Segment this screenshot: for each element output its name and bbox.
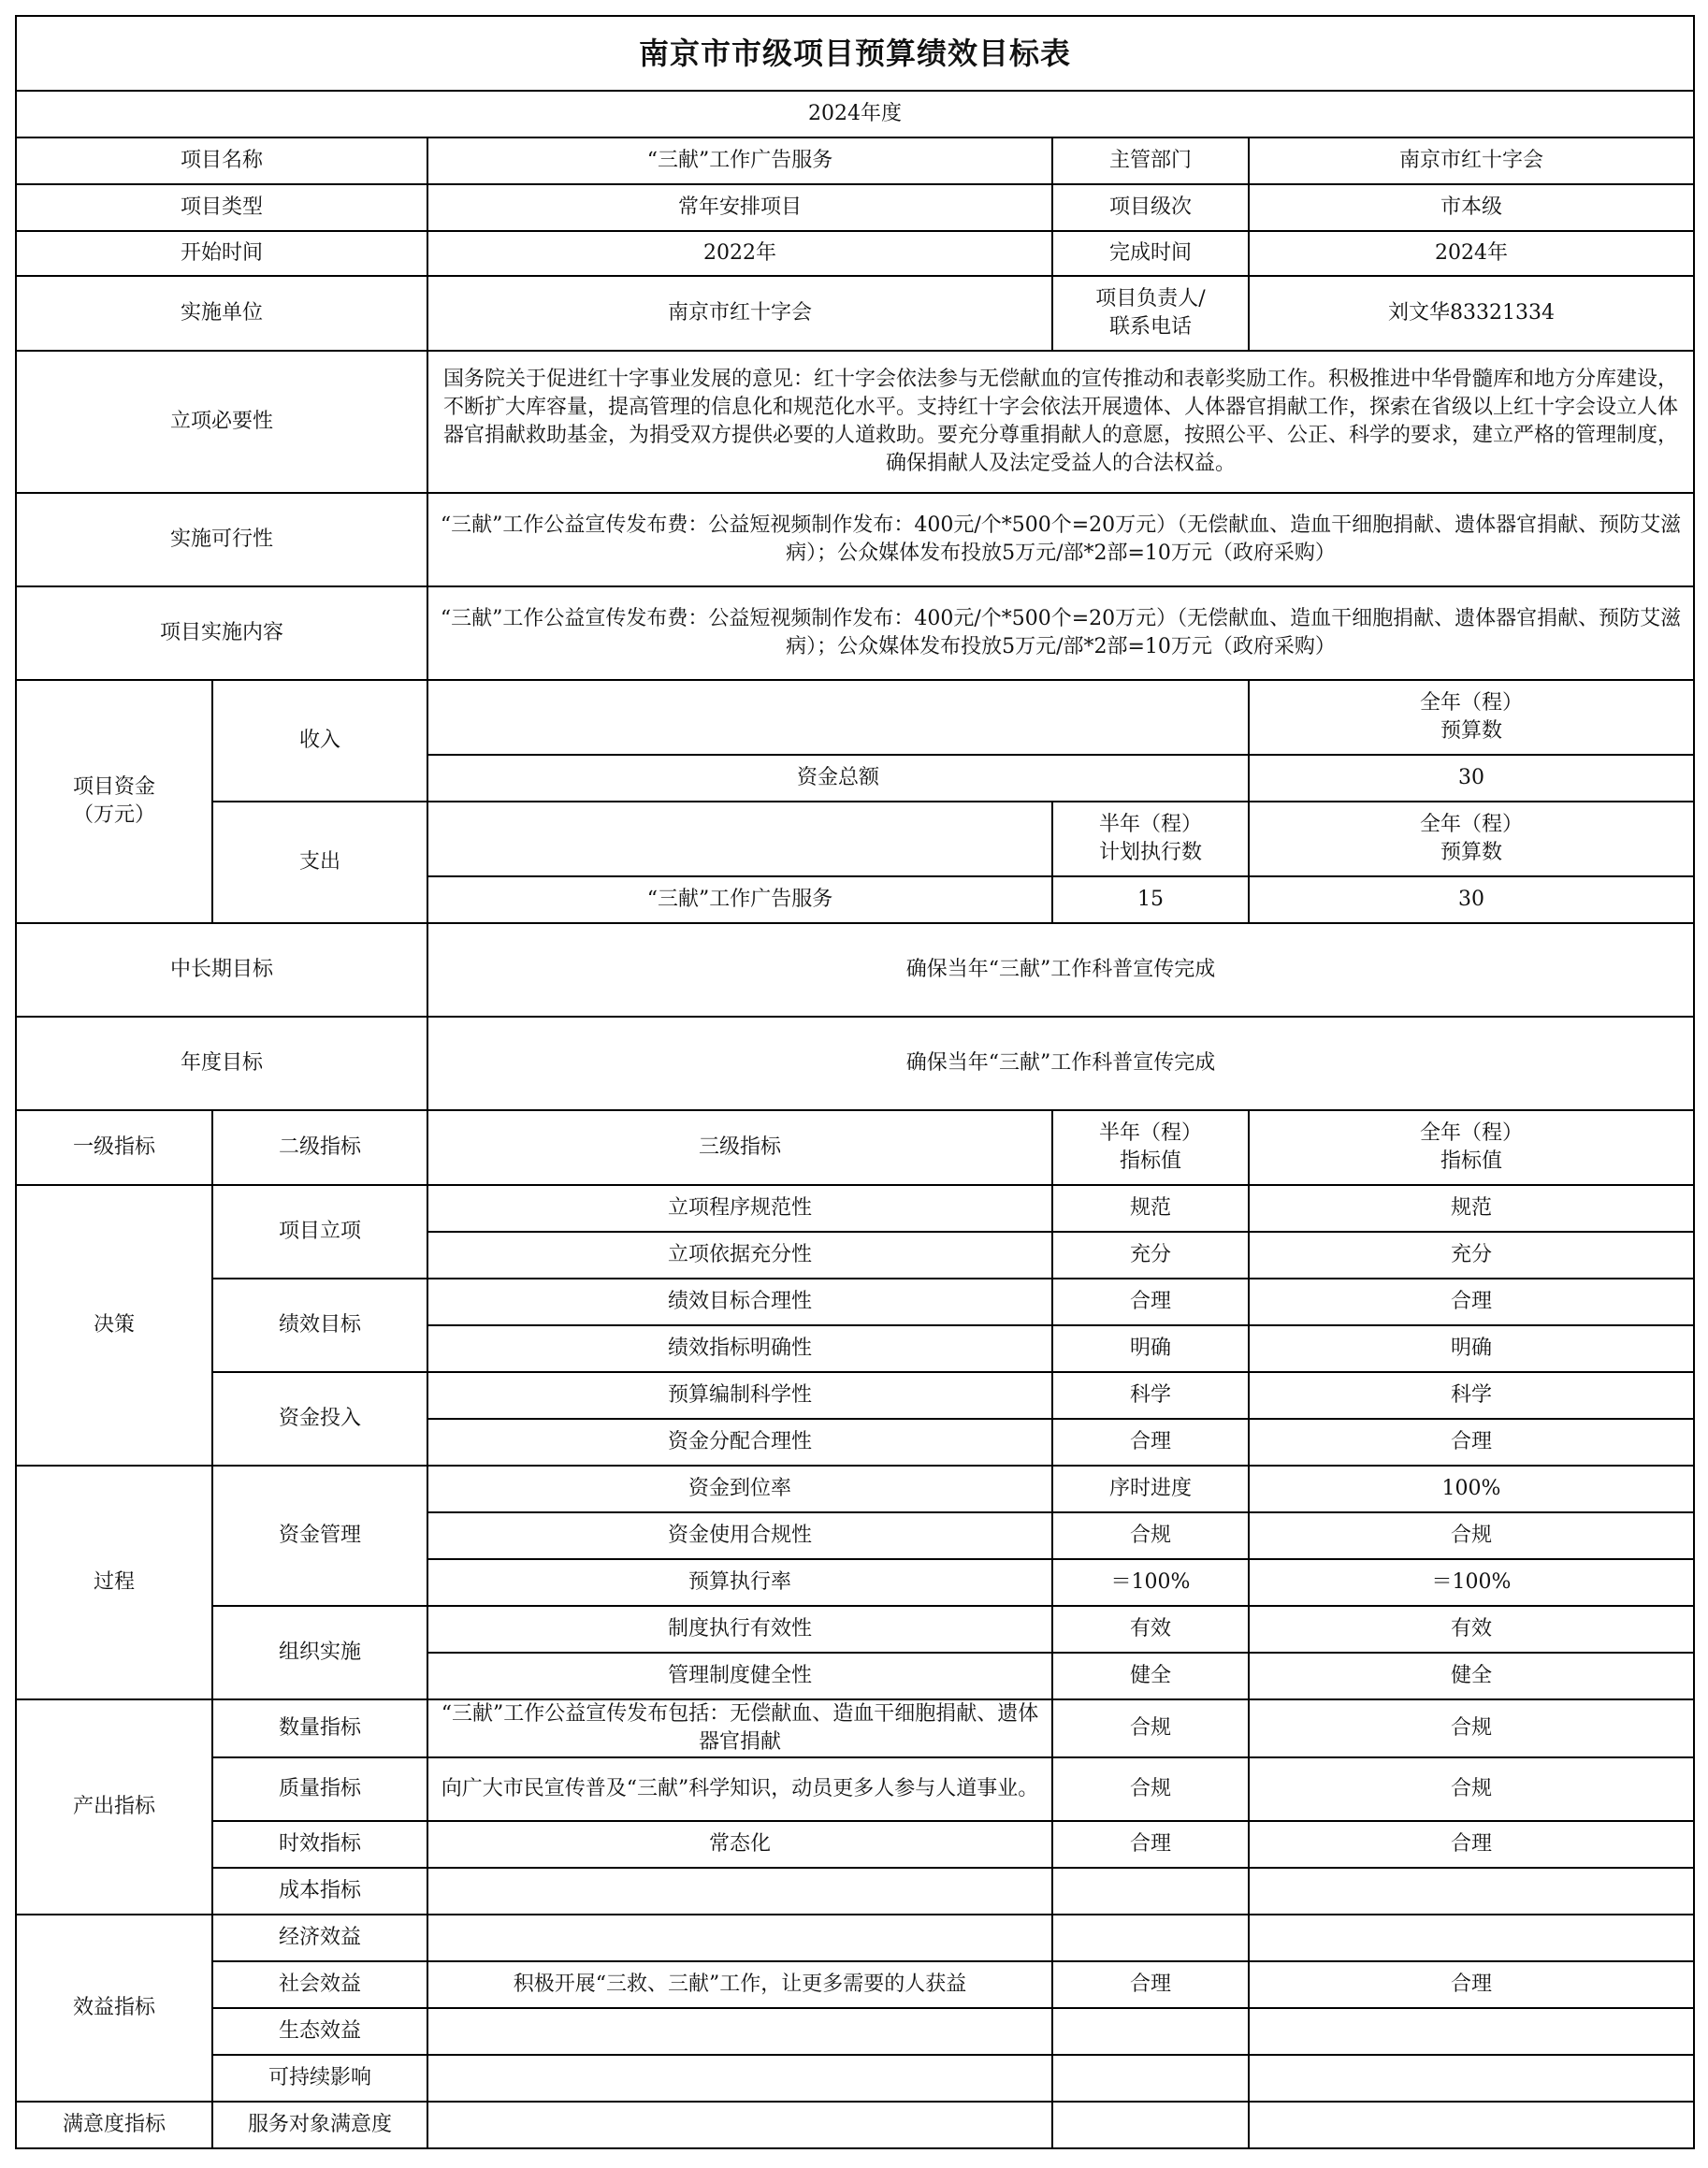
content-text: “三献”工作公益宣传发布费：公益短视频制作发布：400元/个*500个=20万元）（无偿献血、造血干细胞捐献、遗体器官捐献、预防艾滋病）；公众媒体发布投放5万元/部*2部=10万元（政府采购） (427, 586, 1694, 680)
table-row-l2: 成本指标 (212, 1868, 427, 1915)
income-full-year-line2: 预算数 (1440, 719, 1502, 743)
header-full-year-line1: 全年（程） (1419, 1121, 1523, 1145)
table-row-half (1052, 2055, 1249, 2102)
table-row-full: 100% (1249, 1466, 1694, 1512)
end-time-label: 完成时间 (1052, 231, 1249, 276)
table-row-l2: 社会效益 (212, 1961, 427, 2008)
table-row-half: 序时进度 (1052, 1466, 1249, 1512)
funds-label-line1: 项目资金 (72, 775, 155, 799)
table-row-half: 充分 (1052, 1232, 1249, 1279)
total-funds-label: 资金总额 (427, 755, 1249, 802)
process-group-funds: 资金管理 (212, 1466, 427, 1606)
income-blank (427, 680, 1249, 755)
year-label: 2024年度 (16, 91, 1694, 137)
table-row-half (1052, 2008, 1249, 2055)
project-name-value: “三献”工作广告服务 (427, 137, 1052, 184)
table-row-half (1052, 2102, 1249, 2148)
table-row-full (1249, 1868, 1694, 1915)
table-row-full: 合理 (1249, 1279, 1694, 1325)
start-time-value: 2022年 (427, 231, 1052, 276)
table-row-full: 合规 (1249, 1699, 1694, 1757)
leader-label (1052, 276, 1249, 351)
expense-full-year-line2: 预算数 (1440, 841, 1502, 864)
benefit-label: 效益指标 (16, 1915, 212, 2102)
expense-half-year-line2: 计划执行数 (1098, 841, 1202, 864)
long-term-goal-text: 确保当年“三献”工作科普宣传完成 (427, 923, 1694, 1017)
start-time-label: 开始时间 (16, 231, 427, 276)
expense-label: 支出 (212, 802, 427, 923)
expense-half-year-header (1052, 802, 1249, 876)
table-row-l3 (427, 2102, 1052, 2148)
table-row-half: 规范 (1052, 1185, 1249, 1232)
table-row-l3: 常态化 (427, 1821, 1052, 1868)
table-row-l3: 资金到位率 (427, 1466, 1052, 1512)
expense-item-half: 15 (1052, 876, 1249, 923)
table-row-l3: 向广大市民宣传普及“三献”科学知识，动员更多人参与人道事业。 (427, 1757, 1052, 1821)
table-row-l2: 生态效益 (212, 2008, 427, 2055)
header-full-year-line2: 指标值 (1440, 1149, 1502, 1173)
header-half-year (1052, 1110, 1249, 1185)
leader-value: 刘文华83321334 (1249, 276, 1694, 351)
table-row-half: 合理 (1052, 1821, 1249, 1868)
expense-full-year-header (1249, 802, 1694, 876)
header-level1: 一级指标 (16, 1110, 212, 1185)
table-row-half: 健全 (1052, 1653, 1249, 1699)
table-row-l3: 积极开展“三救、三献”工作，让更多需要的人获益 (427, 1961, 1052, 2008)
project-type-label: 项目类型 (16, 184, 427, 231)
table-row-l2: 服务对象满意度 (212, 2102, 427, 2148)
output-label: 产出指标 (16, 1699, 212, 1915)
table-row-l2: 可持续影响 (212, 2055, 427, 2102)
expense-full-year-line1: 全年（程） (1419, 813, 1523, 836)
header-half-year-line1: 半年（程） (1098, 1121, 1202, 1145)
leader-label-line2: 联系电话 (1108, 315, 1192, 339)
table-row-full: 有效 (1249, 1606, 1694, 1653)
page-title: 南京市市级项目预算绩效目标表 (16, 16, 1694, 91)
end-time-value: 2024年 (1249, 231, 1694, 276)
table-row-l3 (427, 2008, 1052, 2055)
table-row-half: ＝100% (1052, 1559, 1249, 1606)
table-row-full: ＝100% (1249, 1559, 1694, 1606)
dept-value: 南京市红十字会 (1249, 137, 1694, 184)
expense-item-name: “三献”工作广告服务 (427, 876, 1052, 923)
table-row-half: 合规 (1052, 1757, 1249, 1821)
table-row-full (1249, 2055, 1694, 2102)
table-row-full: 健全 (1249, 1653, 1694, 1699)
table-row-l2: 数量指标 (212, 1699, 427, 1757)
annual-goal-label: 年度目标 (16, 1017, 427, 1110)
table-row-l3: 管理制度健全性 (427, 1653, 1052, 1699)
header-full-year (1249, 1110, 1694, 1185)
table-row-full: 合规 (1249, 1512, 1694, 1559)
table-row-full (1249, 1915, 1694, 1961)
table-row-full: 规范 (1249, 1185, 1694, 1232)
table-row-l2: 质量指标 (212, 1757, 427, 1821)
implementing-unit-label: 实施单位 (16, 276, 427, 351)
content-label: 项目实施内容 (16, 586, 427, 680)
expense-blank (427, 802, 1052, 876)
table-row-l3: 绩效指标明确性 (427, 1325, 1052, 1372)
project-level-label: 项目级次 (1052, 184, 1249, 231)
table-row-full: 合规 (1249, 1757, 1694, 1821)
annual-goal-text: 确保当年“三献”工作科普宣传完成 (427, 1017, 1694, 1110)
budget-performance-table (15, 15, 1695, 2149)
process-group-organization: 组织实施 (212, 1606, 427, 1699)
funds-label-line2: （万元） (72, 803, 155, 827)
table-row-half: 合理 (1052, 1961, 1249, 2008)
necessity-label: 立项必要性 (16, 351, 427, 493)
header-level2: 二级指标 (212, 1110, 427, 1185)
table-row-half: 合规 (1052, 1512, 1249, 1559)
table-row-full (1249, 2008, 1694, 2055)
feasibility-label: 实施可行性 (16, 493, 427, 586)
table-row-l3: 绩效目标合理性 (427, 1279, 1052, 1325)
table-row-l3: “三献”工作公益宣传发布包括：无偿献血、造血干细胞捐献、遗体器官捐献 (427, 1699, 1052, 1757)
expense-half-year-line1: 半年（程） (1098, 813, 1202, 836)
header-level3: 三级指标 (427, 1110, 1052, 1185)
decision-group-goals: 绩效目标 (212, 1279, 427, 1372)
project-level-value: 市本级 (1249, 184, 1694, 231)
table-row-full: 科学 (1249, 1372, 1694, 1419)
table-row-l3 (427, 2055, 1052, 2102)
decision-group-approval: 项目立项 (212, 1185, 427, 1279)
table-row-full: 合理 (1249, 1419, 1694, 1466)
table-row-half: 有效 (1052, 1606, 1249, 1653)
table-row-half: 明确 (1052, 1325, 1249, 1372)
table-row-l3: 资金分配合理性 (427, 1419, 1052, 1466)
process-label: 过程 (16, 1466, 212, 1699)
table-row-full: 合理 (1249, 1961, 1694, 2008)
necessity-text: 国务院关于促进红十字事业发展的意见：红十字会依法参与无偿献血的宣传推动和表彰奖励工作。积极推进中华骨髓库和地方分库建设，不断扩大库容量，提高管理的信息化和规范化水平。支持红十字会依法开展遗体、人体器官捐献工作，探索在省级以上红十字会设立人体器官捐献救助基金，为捐受双方提供必要的人道救助。要充分尊重捐献人的意愿，按照公平、公正、科学的要求，建立严格的管理制度，确保捐献人及法定受益人的合法权益。 (427, 351, 1694, 493)
table-row-half: 合规 (1052, 1699, 1249, 1757)
header-half-year-line2: 指标值 (1119, 1149, 1181, 1173)
table-row-half (1052, 1868, 1249, 1915)
table-row-full (1249, 2102, 1694, 2148)
table-row-l3: 制度执行有效性 (427, 1606, 1052, 1653)
income-label: 收入 (212, 680, 427, 802)
table-row-l3 (427, 1868, 1052, 1915)
satisfaction-label: 满意度指标 (16, 2102, 212, 2148)
expense-item-full: 30 (1249, 876, 1694, 923)
decision-group-investment: 资金投入 (212, 1372, 427, 1466)
table-row-l3 (427, 1915, 1052, 1961)
project-type-value: 常年安排项目 (427, 184, 1052, 231)
decision-label: 决策 (16, 1185, 212, 1466)
dept-label: 主管部门 (1052, 137, 1249, 184)
income-full-year-header (1249, 680, 1694, 755)
total-funds-value: 30 (1249, 755, 1694, 802)
table-row-half: 科学 (1052, 1372, 1249, 1419)
table-row-half (1052, 1915, 1249, 1961)
table-row-half: 合理 (1052, 1279, 1249, 1325)
table-row-l3: 立项程序规范性 (427, 1185, 1052, 1232)
funds-label (16, 680, 212, 923)
long-term-goal-label: 中长期目标 (16, 923, 427, 1017)
table-row-l3: 预算编制科学性 (427, 1372, 1052, 1419)
table-row-l3: 资金使用合规性 (427, 1512, 1052, 1559)
table-row-l3: 立项依据充分性 (427, 1232, 1052, 1279)
table-row-l2: 经济效益 (212, 1915, 427, 1961)
table-row-full: 充分 (1249, 1232, 1694, 1279)
table-row-half: 合理 (1052, 1419, 1249, 1466)
feasibility-text: “三献”工作公益宣传发布费：公益短视频制作发布：400元/个*500个=20万元）（无偿献血、造血干细胞捐献、遗体器官捐献、预防艾滋病）；公众媒体发布投放5万元/部*2部=10万元（政府采购） (427, 493, 1694, 586)
leader-label-line1: 项目负责人/ (1095, 287, 1206, 311)
table-row-full: 明确 (1249, 1325, 1694, 1372)
income-full-year-line1: 全年（程） (1419, 691, 1523, 715)
table-row-l3: 预算执行率 (427, 1559, 1052, 1606)
implementing-unit-value: 南京市红十字会 (427, 276, 1052, 351)
table-row-full: 合理 (1249, 1821, 1694, 1868)
table-row-l2: 时效指标 (212, 1821, 427, 1868)
project-name-label: 项目名称 (16, 137, 427, 184)
